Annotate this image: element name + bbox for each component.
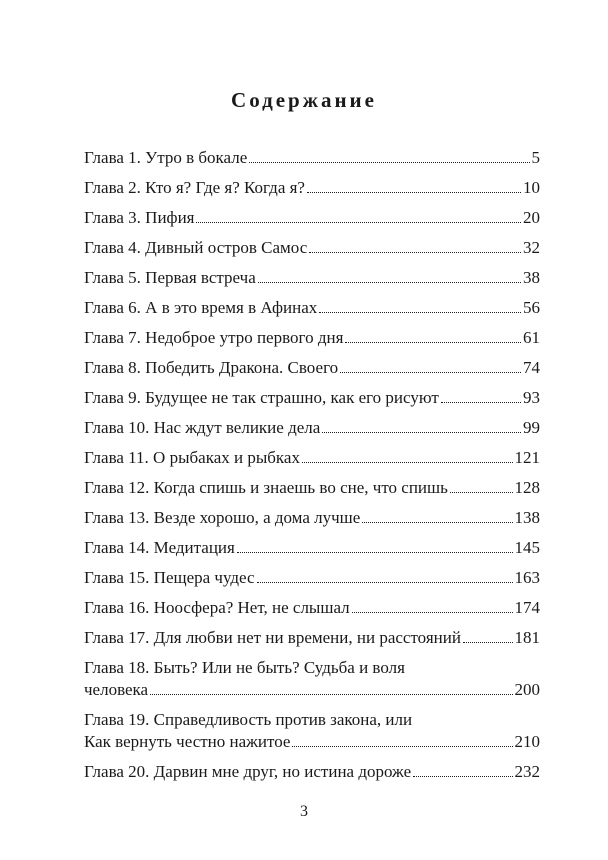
toc-entry-line bbox=[84, 761, 540, 783]
toc-entry bbox=[84, 761, 540, 783]
toc-entry-line bbox=[84, 357, 540, 379]
toc-entry bbox=[84, 537, 540, 559]
page-number: 3 bbox=[300, 803, 308, 820]
toc-entry-page: 232 bbox=[514, 762, 540, 781]
toc-entry-line bbox=[84, 447, 540, 469]
toc-entry-page: 93 bbox=[523, 388, 540, 407]
toc-entry-line bbox=[84, 177, 540, 199]
toc-entry-page: 5 bbox=[531, 148, 540, 167]
toc-entry-line bbox=[84, 477, 540, 499]
toc-entry-page: 181 bbox=[514, 628, 540, 647]
toc-entry-page: 10 bbox=[523, 178, 540, 197]
toc-entry-title: Глава 20. Дарвин мне друг, но истина дороже bbox=[84, 762, 412, 781]
toc-entry bbox=[84, 387, 540, 409]
toc-entry-line bbox=[84, 417, 540, 439]
dot-leader bbox=[307, 187, 521, 193]
toc-entry-page: 174 bbox=[514, 598, 540, 617]
dot-leader bbox=[249, 157, 529, 163]
toc-entry-page: 128 bbox=[514, 478, 540, 497]
dot-leader bbox=[257, 577, 513, 583]
toc-entry-title-line: Глава 18. Быть? Или не быть? Судьба и воля bbox=[84, 658, 405, 677]
toc-entry bbox=[84, 417, 540, 439]
toc-entry bbox=[84, 597, 540, 619]
toc-entry bbox=[84, 627, 540, 649]
toc-entry bbox=[84, 147, 540, 169]
toc-entry-page: 145 bbox=[514, 538, 540, 557]
toc-entry-page: 61 bbox=[523, 328, 540, 347]
toc-entry-line bbox=[84, 387, 540, 409]
dot-leader bbox=[362, 517, 512, 523]
toc-entry bbox=[84, 177, 540, 199]
toc-entry-page: 38 bbox=[523, 268, 540, 287]
toc-entry-page: 210 bbox=[514, 732, 540, 751]
dot-leader bbox=[196, 217, 521, 223]
toc-entry-line bbox=[84, 327, 540, 349]
toc-entry-line bbox=[84, 537, 540, 559]
dot-leader bbox=[441, 397, 521, 403]
toc-entry-title: Глава 1. Утро в бокале bbox=[84, 148, 248, 167]
toc-entry bbox=[84, 327, 540, 349]
toc-entry bbox=[84, 267, 540, 289]
toc-entry-page: 163 bbox=[514, 568, 540, 587]
toc-entry-line bbox=[84, 267, 540, 289]
toc-entry bbox=[84, 447, 540, 469]
toc-entry-title: Глава 2. Кто я? Где я? Когда я? bbox=[84, 178, 305, 197]
toc-entry-page: 121 bbox=[514, 448, 540, 467]
toc-entry-line bbox=[84, 731, 540, 753]
toc-entry-page: 56 bbox=[523, 298, 540, 317]
toc-entry-title: Глава 15. Пещера чудес bbox=[84, 568, 255, 587]
toc-entry bbox=[84, 207, 540, 229]
toc-entry bbox=[84, 237, 540, 259]
toc-entry-line bbox=[84, 147, 540, 169]
toc-entry-page: 20 bbox=[523, 208, 540, 227]
toc-entry-title: Глава 10. Нас ждут великие дела bbox=[84, 418, 321, 437]
toc-entry-title: Глава 9. Будущее не так страшно, как его рисуют bbox=[84, 388, 439, 407]
dot-leader bbox=[309, 247, 521, 253]
dot-leader bbox=[345, 337, 521, 343]
toc-entry bbox=[84, 357, 540, 379]
toc-entry bbox=[84, 567, 540, 589]
toc-entry bbox=[84, 657, 540, 701]
toc-entry-line bbox=[84, 567, 540, 589]
toc-entry bbox=[84, 507, 540, 529]
toc-entry-page: 138 bbox=[514, 508, 540, 527]
toc-entry-title: Глава 17. Для любви нет ни времени, ни расстояний bbox=[84, 628, 461, 647]
toc-entry-line bbox=[84, 627, 540, 649]
toc-entry-title: Глава 4. Дивный остров Самос bbox=[84, 238, 308, 257]
toc-entry bbox=[84, 297, 540, 319]
toc-entry-line bbox=[84, 597, 540, 619]
toc-entry-title: Глава 7. Недоброе утро первого дня bbox=[84, 328, 344, 347]
dot-leader bbox=[319, 307, 521, 313]
dot-leader bbox=[302, 457, 513, 463]
toc-entry-title: Глава 13. Везде хорошо, а дома лучше bbox=[84, 508, 361, 527]
toc-entry-line bbox=[84, 507, 540, 529]
dot-leader bbox=[322, 427, 521, 433]
toc-entry bbox=[84, 709, 540, 753]
dot-leader bbox=[340, 367, 521, 373]
toc-entry-title: Глава 11. О рыбаках и рыбках bbox=[84, 448, 300, 467]
toc-entry-title-line: Глава 19. Справедливость против закона, или bbox=[84, 710, 413, 729]
dot-leader bbox=[450, 487, 513, 493]
toc-entry-title: Глава 12. Когда спишь и знаешь во сне, что спишь bbox=[84, 478, 448, 497]
dot-leader bbox=[258, 277, 521, 283]
toc-entry-line bbox=[84, 207, 540, 229]
toc-entry-title: Глава 14. Медитация bbox=[84, 538, 235, 557]
dot-leader bbox=[150, 689, 512, 695]
toc-entry-page: 200 bbox=[514, 680, 540, 699]
dot-leader bbox=[292, 741, 512, 747]
toc-entry-title: Глава 16. Ноосфера? Нет, не слышал bbox=[84, 598, 350, 617]
toc-entry-title: Глава 6. А в это время в Афинах bbox=[84, 298, 318, 317]
toc-entry-line bbox=[84, 679, 540, 701]
dot-leader bbox=[237, 547, 513, 553]
dot-leader bbox=[413, 771, 512, 777]
toc-entry-line bbox=[84, 237, 540, 259]
toc-entry-line bbox=[84, 297, 540, 319]
toc-entry-title: человека bbox=[84, 680, 149, 699]
toc-entry-title: Глава 5. Первая встреча bbox=[84, 268, 256, 287]
toc-entry-page: 32 bbox=[523, 238, 540, 257]
toc-entry-title: Глава 8. Победить Дракона. Своего bbox=[84, 358, 339, 377]
dot-leader bbox=[352, 607, 513, 613]
table-of-contents bbox=[84, 147, 540, 791]
toc-entry-title: Глава 3. Пифия bbox=[84, 208, 195, 227]
toc-entry-page: 99 bbox=[523, 418, 540, 437]
dot-leader bbox=[463, 637, 513, 643]
toc-entry-page: 74 bbox=[523, 358, 540, 377]
page-title: Содержание bbox=[231, 88, 377, 112]
toc-entry-title: Как вернуть честно нажитое bbox=[84, 732, 291, 751]
toc-entry bbox=[84, 477, 540, 499]
